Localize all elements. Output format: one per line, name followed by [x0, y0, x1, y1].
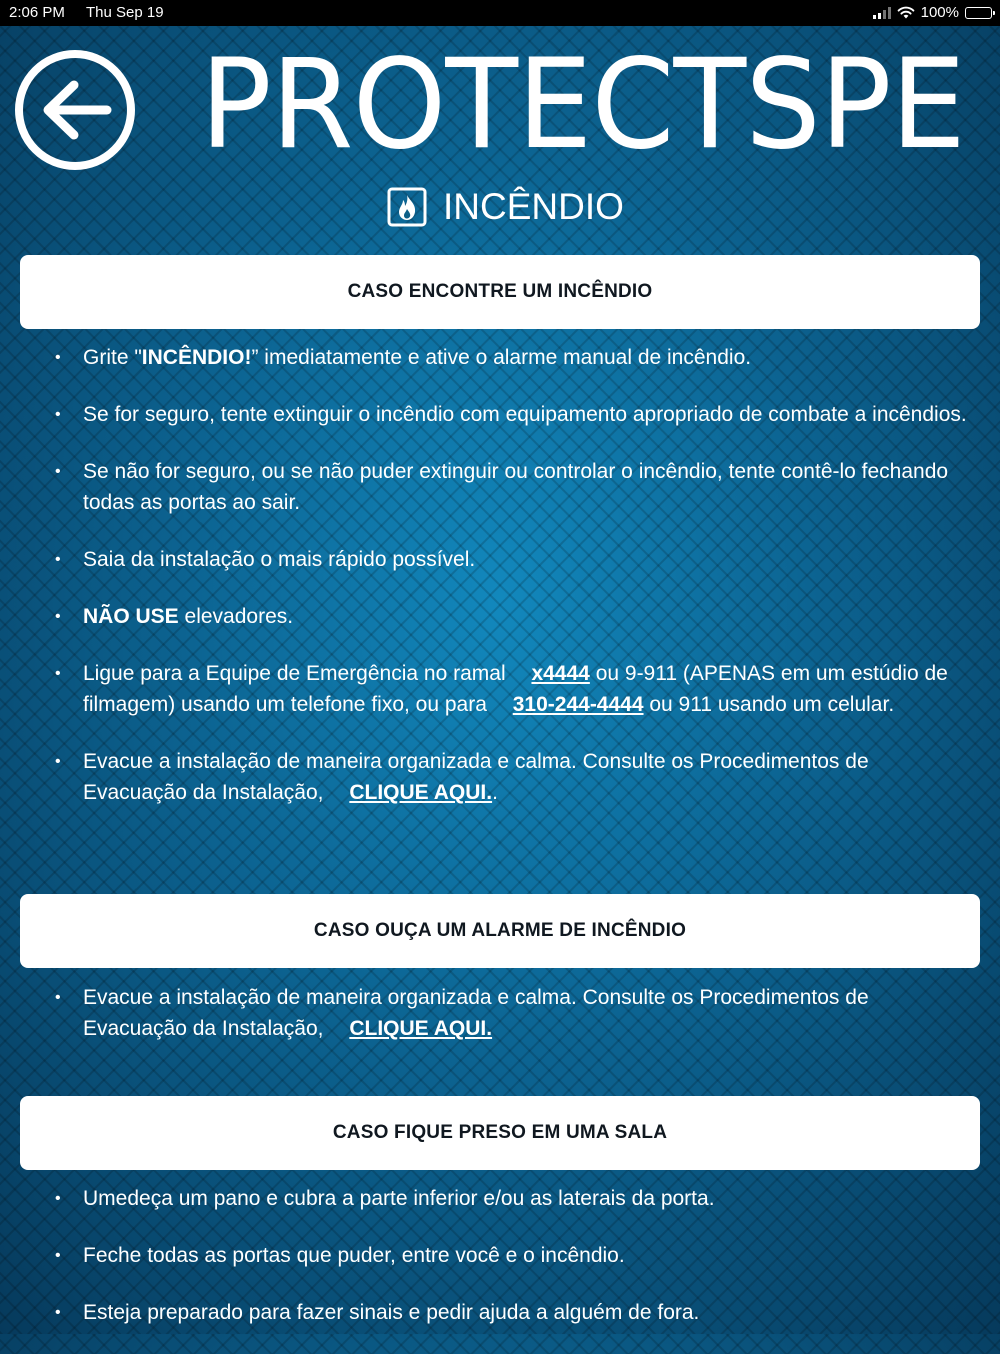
status-indicators [873, 4, 992, 21]
app-title: PROTECTSPE [200, 33, 965, 177]
item-text: Umedeça um pano e cubra a parte inferior e/ou as laterais da porta. [83, 1187, 715, 1210]
list-item [0, 544, 1000, 575]
phone-link-ramal[interactable]: x4444 [531, 662, 590, 685]
section-heading-label: INCÊNDIO [443, 186, 624, 227]
item-text: . [492, 781, 498, 804]
item-text: Grite " [83, 346, 142, 369]
section-heading [387, 186, 624, 228]
back-button[interactable] [14, 49, 136, 171]
status-date: Thu Sep 19 [86, 4, 164, 21]
list-item [0, 456, 1000, 518]
item-text: Evacue a instalação de maneira organizada e calma. Consulte os Procedimentos de Evacuação da Instalação, [83, 986, 869, 1040]
list-item [0, 399, 1000, 430]
item-text: Saia da instalação o mais rápido possível. [83, 548, 476, 571]
item-text: elevadores. [178, 605, 294, 628]
bullet-list-encontre [0, 342, 1000, 834]
item-text: Feche todas as portas que puder, entre você e o incêndio. [83, 1244, 625, 1267]
evacuation-procedures-link[interactable]: CLIQUE AQUI. [349, 1017, 493, 1040]
phone-link-celular[interactable]: 310-244-4444 [512, 693, 644, 716]
item-bold-text: NÃO USE [83, 605, 179, 628]
list-item [0, 982, 1000, 1044]
item-text: ou 9-911 (APENAS em um estúdio de filmagem) usando um telefone fixo, ou para [83, 662, 948, 716]
item-text: ou 911 usando um celular. [643, 693, 895, 716]
list-item [0, 1297, 1000, 1328]
section-header-preso [20, 1096, 980, 1170]
bullet-list-preso [0, 1183, 1000, 1354]
fire-icon [387, 187, 427, 227]
back-arrow-icon [14, 49, 136, 171]
evacuation-procedures-link[interactable]: CLIQUE AQUI. [349, 781, 493, 804]
list-item [0, 601, 1000, 632]
section-title: CASO FIQUE PRESO EM UMA SALA [332, 1122, 668, 1143]
list-item [0, 1240, 1000, 1271]
item-text: Esteja preparado para fazer sinais e pedir ajuda a alguém de fora. [83, 1301, 700, 1324]
battery-icon [965, 7, 992, 19]
list-item [0, 342, 1000, 373]
item-bold-text: INCÊNDIO! [141, 346, 252, 369]
status-time: 2:06 PM [9, 4, 65, 21]
section-header-encontre [20, 255, 980, 329]
item-text: Se for seguro, tente extinguir o incêndio com equipamento apropriado de combate a incêndios. [83, 403, 967, 426]
item-text: Evacue a instalação de maneira organizada e calma. Consulte os Procedimentos de Evacuação da Instalação, [83, 750, 869, 804]
list-item [0, 746, 1000, 808]
item-text: Ligue para a Equipe de Emergência no ramal [83, 662, 506, 685]
bullet-list-alarme [0, 982, 1000, 1070]
battery-percent: 100% [920, 4, 959, 21]
list-item [0, 658, 1000, 720]
item-text: Se não for seguro, ou se não puder extinguir ou controlar o incêndio, tente contê-lo fechando todas as portas ao sair. [83, 460, 949, 514]
section-header-alarme [20, 894, 980, 968]
list-item [0, 1183, 1000, 1214]
signal-icon [873, 7, 891, 19]
item-text: ” imediatamente e ative o alarme manual de incêndio. [251, 346, 752, 369]
status-bar [0, 0, 1000, 26]
section-title: CASO ENCONTRE UM INCÊNDIO [347, 281, 653, 302]
section-title: CASO OUÇA UM ALARME DE INCÊNDIO [313, 920, 687, 941]
wifi-icon [897, 6, 915, 19]
